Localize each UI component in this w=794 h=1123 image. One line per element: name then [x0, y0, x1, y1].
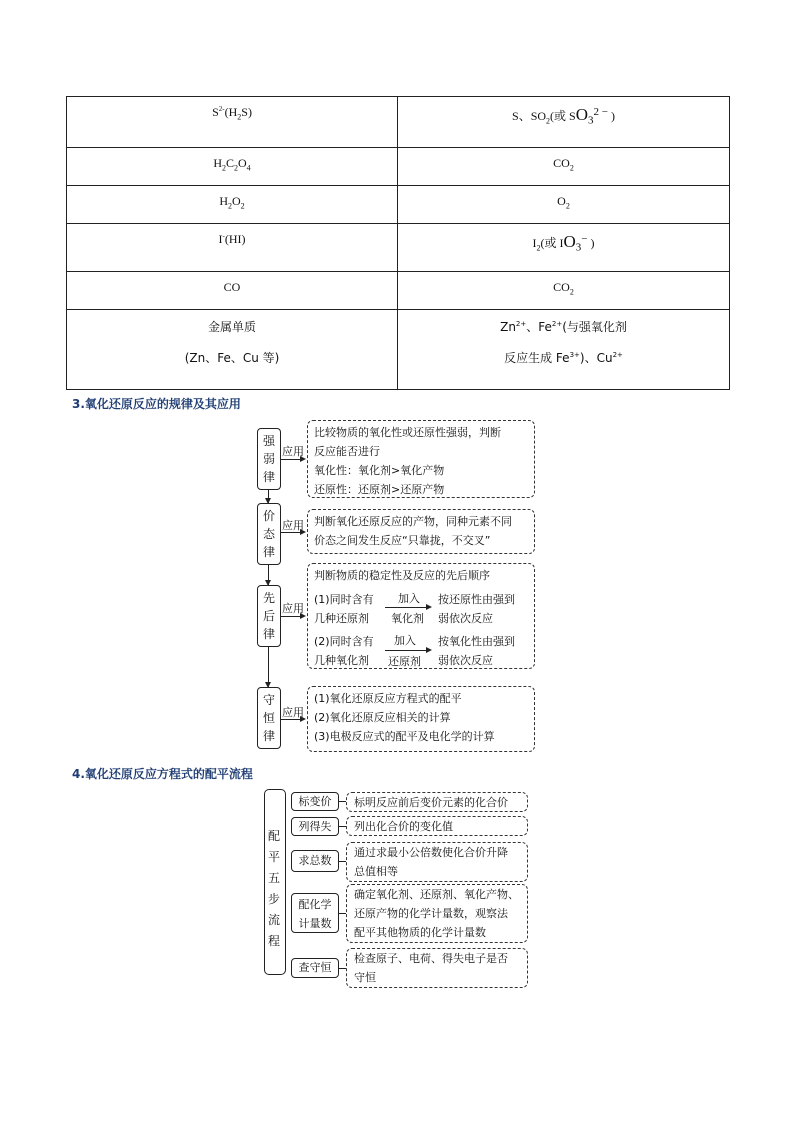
- law-char: 先: [262, 591, 275, 605]
- law-description: [307, 509, 535, 554]
- law-strong-weak: [257, 428, 281, 490]
- case-text: (2)同时含有: [314, 635, 374, 648]
- step-description: [346, 948, 528, 988]
- section-title: 4.氧化还原反应方程式的配平流程: [72, 767, 253, 781]
- reaction-arrow: [385, 607, 427, 608]
- arrow-right-icon: [300, 613, 306, 619]
- law-char: 律: [262, 545, 275, 559]
- case-text: 几种氧化剂: [314, 654, 369, 667]
- apply-label: 应用: [282, 445, 304, 458]
- connector-line: [339, 826, 346, 827]
- table-cell: $S^{2-}(H_2S)$: [67, 97, 398, 148]
- desc-line: 氧化性：氧化剂>氧化产物: [314, 464, 445, 477]
- connector-line: [281, 719, 301, 720]
- bracket-char: 五: [267, 871, 280, 885]
- law-char: 律: [262, 470, 275, 484]
- bracket-char: 流: [267, 913, 280, 927]
- step-label-mark-valence: 标变价: [291, 792, 339, 811]
- apply-label: 应用: [282, 519, 304, 532]
- connector-line: [281, 616, 301, 617]
- bracket-char: 配: [267, 829, 280, 843]
- law-valence-state: [257, 503, 281, 565]
- connector-line: [339, 913, 346, 914]
- law-order: [257, 585, 281, 647]
- law-char: 恒: [262, 711, 275, 725]
- case-text: (1)同时含有: [314, 593, 374, 606]
- desc-line: 通过求最小公倍数使化合价升降: [354, 846, 508, 859]
- law-conservation: [257, 687, 281, 749]
- step-label-check-conservation: 查守恒: [291, 958, 339, 978]
- law-char: 价: [262, 509, 275, 523]
- table-cell: I-(HI): [67, 224, 398, 272]
- step-label-total: 求总数: [291, 850, 339, 872]
- arrow-right-icon: [426, 604, 432, 610]
- case-text: 弱依次反应: [438, 612, 493, 625]
- table-row: [67, 148, 730, 186]
- desc-line: 列出化合价的变化值: [354, 820, 453, 833]
- law-description: [307, 686, 535, 752]
- connector-line: [268, 646, 269, 687]
- table-cell: $H_2C_2O_4$: [67, 148, 398, 186]
- desc-line: 判断氧化还原反应的产物，同种元素不同: [314, 515, 512, 528]
- arrow-right-icon: [300, 529, 306, 535]
- bracket-char: 步: [267, 892, 280, 906]
- table-cell: $O_2$: [398, 186, 730, 224]
- table-cell: $CO_2$: [398, 148, 730, 186]
- law-char: 弱: [262, 452, 275, 466]
- bracket-char: 平: [267, 850, 280, 864]
- desc-line: (1)氧化还原反应方程式的配平: [314, 692, 462, 705]
- desc-line: 确定氧化剂、还原剂、氧化产物、: [354, 888, 519, 901]
- table-cell: [67, 310, 398, 390]
- desc-line: 判断物质的稳定性及反应的先后顺序: [314, 569, 490, 582]
- case2-left: [314, 632, 374, 670]
- desc-line: 配平其他物质的化学计量数: [354, 926, 486, 939]
- table-row: [67, 186, 730, 224]
- case1-right: [438, 590, 515, 628]
- step-label-line: 计量数: [298, 917, 332, 930]
- section-title: 3.氧化还原反应的规律及其应用: [72, 397, 241, 411]
- case-text: 几种还原剂: [314, 612, 369, 625]
- desc-line: 检查原子、电荷、得失电子是否: [354, 952, 508, 965]
- cell-line: (Zn、Fe、Cu 等): [184, 351, 280, 365]
- table-cell: S、$SO_2$(或 $SO_3^{2 -}$ ): [398, 97, 730, 148]
- table-row: [67, 310, 730, 390]
- table-row: [67, 272, 730, 310]
- law-char: 律: [262, 729, 275, 743]
- law-char: 守: [262, 693, 275, 707]
- step-description: [346, 884, 528, 943]
- case-text: 弱依次反应: [438, 654, 493, 667]
- arrow-below-label: 还原剂: [388, 655, 421, 668]
- step-label-line: 配化学: [298, 898, 332, 911]
- table-cell: CO: [67, 272, 398, 310]
- redox-product-table: [66, 96, 730, 390]
- reaction-arrow: [385, 650, 427, 651]
- arrow-above-label: 加入: [398, 592, 420, 605]
- step-description: [346, 816, 528, 836]
- desc-line: 守恒: [354, 971, 376, 984]
- case-text: 按还原性由强到: [438, 593, 515, 606]
- arrow-below-label: 氧化剂: [391, 612, 424, 625]
- step-description: [346, 792, 528, 812]
- desc-line: (2)氧化还原反应相关的计算: [314, 711, 451, 724]
- table-cell: [398, 310, 730, 390]
- connector-line: [281, 532, 301, 533]
- table-cell: $CO_2$: [398, 272, 730, 310]
- arrow-right-icon: [300, 716, 306, 722]
- desc-line: 比较物质的氧化性或还原性强弱，判断: [314, 426, 501, 439]
- bracket-char: 程: [267, 934, 280, 948]
- law-char: 后: [262, 609, 275, 623]
- desc-line: 价态之间发生反应“只靠拢，不交叉”: [314, 534, 491, 547]
- step-label-gain-loss: 列得失: [291, 817, 339, 836]
- law-char: 态: [262, 527, 275, 541]
- case-text: 按氧化性由强到: [438, 635, 515, 648]
- law-char: 律: [262, 627, 275, 641]
- step-description: [346, 842, 528, 882]
- desc-line: 总值相等: [354, 865, 398, 878]
- connector-line: [281, 459, 301, 460]
- connector-line: [339, 801, 346, 802]
- law-char: 强: [262, 434, 275, 448]
- law-description: [307, 420, 535, 498]
- desc-line: 反应能否进行: [314, 445, 380, 458]
- connector-line: [339, 861, 346, 862]
- cell-line: $Zn^{2+}$、$Fe^{2+}$(与强氧化剂: [500, 320, 627, 334]
- apply-label: 应用: [282, 602, 304, 615]
- connector-line: [339, 968, 346, 969]
- cell-line: 反应生成 $Fe^{3+}$)、$Cu^{2+}$: [504, 351, 623, 365]
- arrow-right-icon: [426, 647, 432, 653]
- bracket-label: [267, 826, 281, 952]
- table-cell: $H_2O_2$: [67, 186, 398, 224]
- apply-label: 应用: [282, 706, 304, 719]
- step-label-coefficients: [291, 893, 339, 933]
- table-row: [67, 224, 730, 272]
- desc-line: 标明反应前后变价元素的化合价: [354, 796, 508, 809]
- arrow-above-label: 加入: [394, 634, 416, 647]
- cell-line: 金属单质: [207, 320, 256, 334]
- desc-line: 还原产物的化学计量数，观察法: [354, 907, 508, 920]
- case2-right: [438, 632, 515, 670]
- table-row: [67, 97, 730, 148]
- desc-line: 还原性：还原剂>还原产物: [314, 483, 445, 496]
- case1-left: [314, 590, 374, 628]
- table-cell: $I_2$(或 $IO_3^-$ ): [398, 224, 730, 272]
- arrow-right-icon: [300, 456, 306, 462]
- desc-line: (3)电极反应式的配平及电化学的计算: [314, 730, 495, 743]
